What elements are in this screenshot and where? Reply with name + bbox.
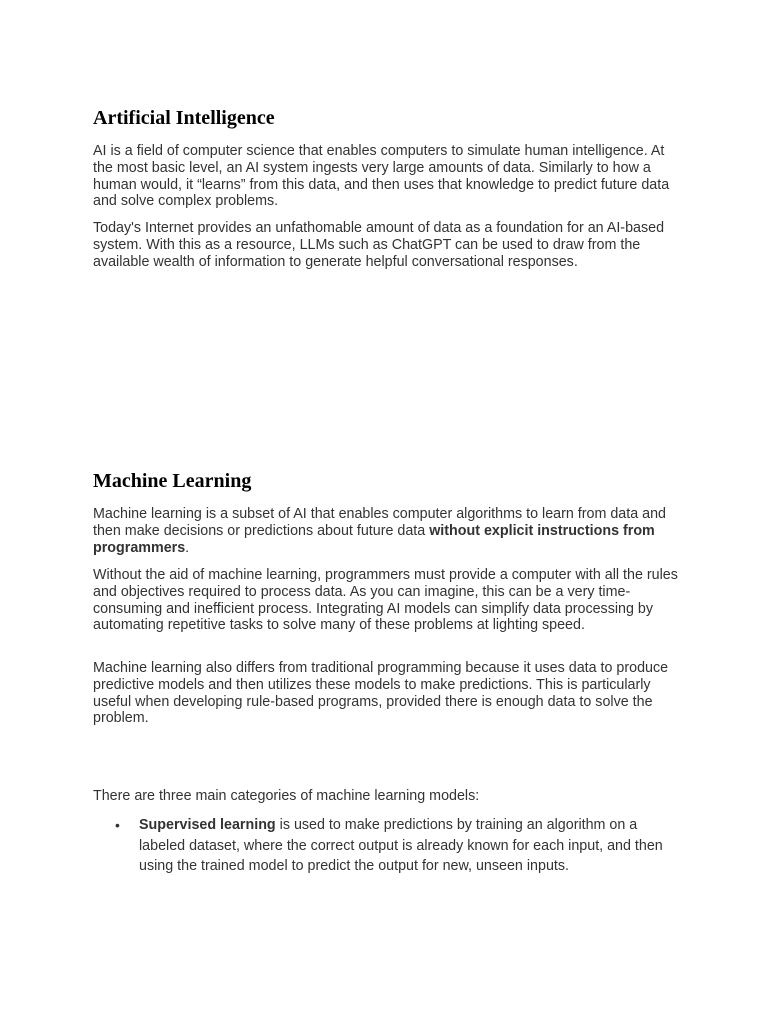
list-bullet: •: [115, 817, 120, 833]
ml-paragraph-1-period: .: [185, 539, 190, 556]
list-item: [139, 815, 684, 877]
ai-paragraph-1: AI is a field of computer science that enables computers to simulate human intelligence. At the most basic level, an AI system ingests very large amounts of data. Similarly to how a human would, it “learns” from this data, and then uses that knowledge to predict future data and solve complex problems.: [93, 143, 670, 210]
list-item-description: is used to make predictions by training an algorithm on a labeled dataset, where the correct output is already known for each input, and then using the trained model to predict the output for new, unseen inputs.: [139, 817, 663, 874]
ml-paragraph-1: [93, 506, 683, 556]
ai-paragraph-2: Today's Internet provides an unfathomable amount of data as a foundation for an AI-based system. With this as a resource, LLMs such as ChatGPT can be used to draw from the available wealth of information to generate helpful conversational responses.: [93, 220, 665, 270]
ai-heading: Artificial Intelligence: [93, 107, 275, 129]
ml-paragraph-1-emphasis: without explicit instructions from programmers: [93, 522, 655, 556]
ml-paragraph-1-text: Machine learning is a subset of AI that enables computer algorithms to learn from data and then make decisions or predictions about future data: [93, 506, 666, 539]
list-item-term: Supervised learning: [139, 817, 276, 833]
ml-paragraph-2: Without the aid of machine learning, programmers must provide a computer with all the rules and objectives required to process data. As you can imagine, this can be a very time-consuming and inefficient process. Integrating AI models can simplify data processing by automating repetitive tasks to solve many of these problems at lighting speed.: [93, 567, 678, 634]
ml-paragraph-3: Machine learning also differs from traditional programming because it uses data to produce predictive models and then utilizes these models to make predictions. This is particularly useful when developing rule-based programs, provided there is enough data to solve the problem.: [93, 660, 669, 727]
ml-heading: Machine Learning: [93, 470, 252, 492]
ml-categories-intro: There are three main categories of machine learning models:: [93, 788, 480, 804]
